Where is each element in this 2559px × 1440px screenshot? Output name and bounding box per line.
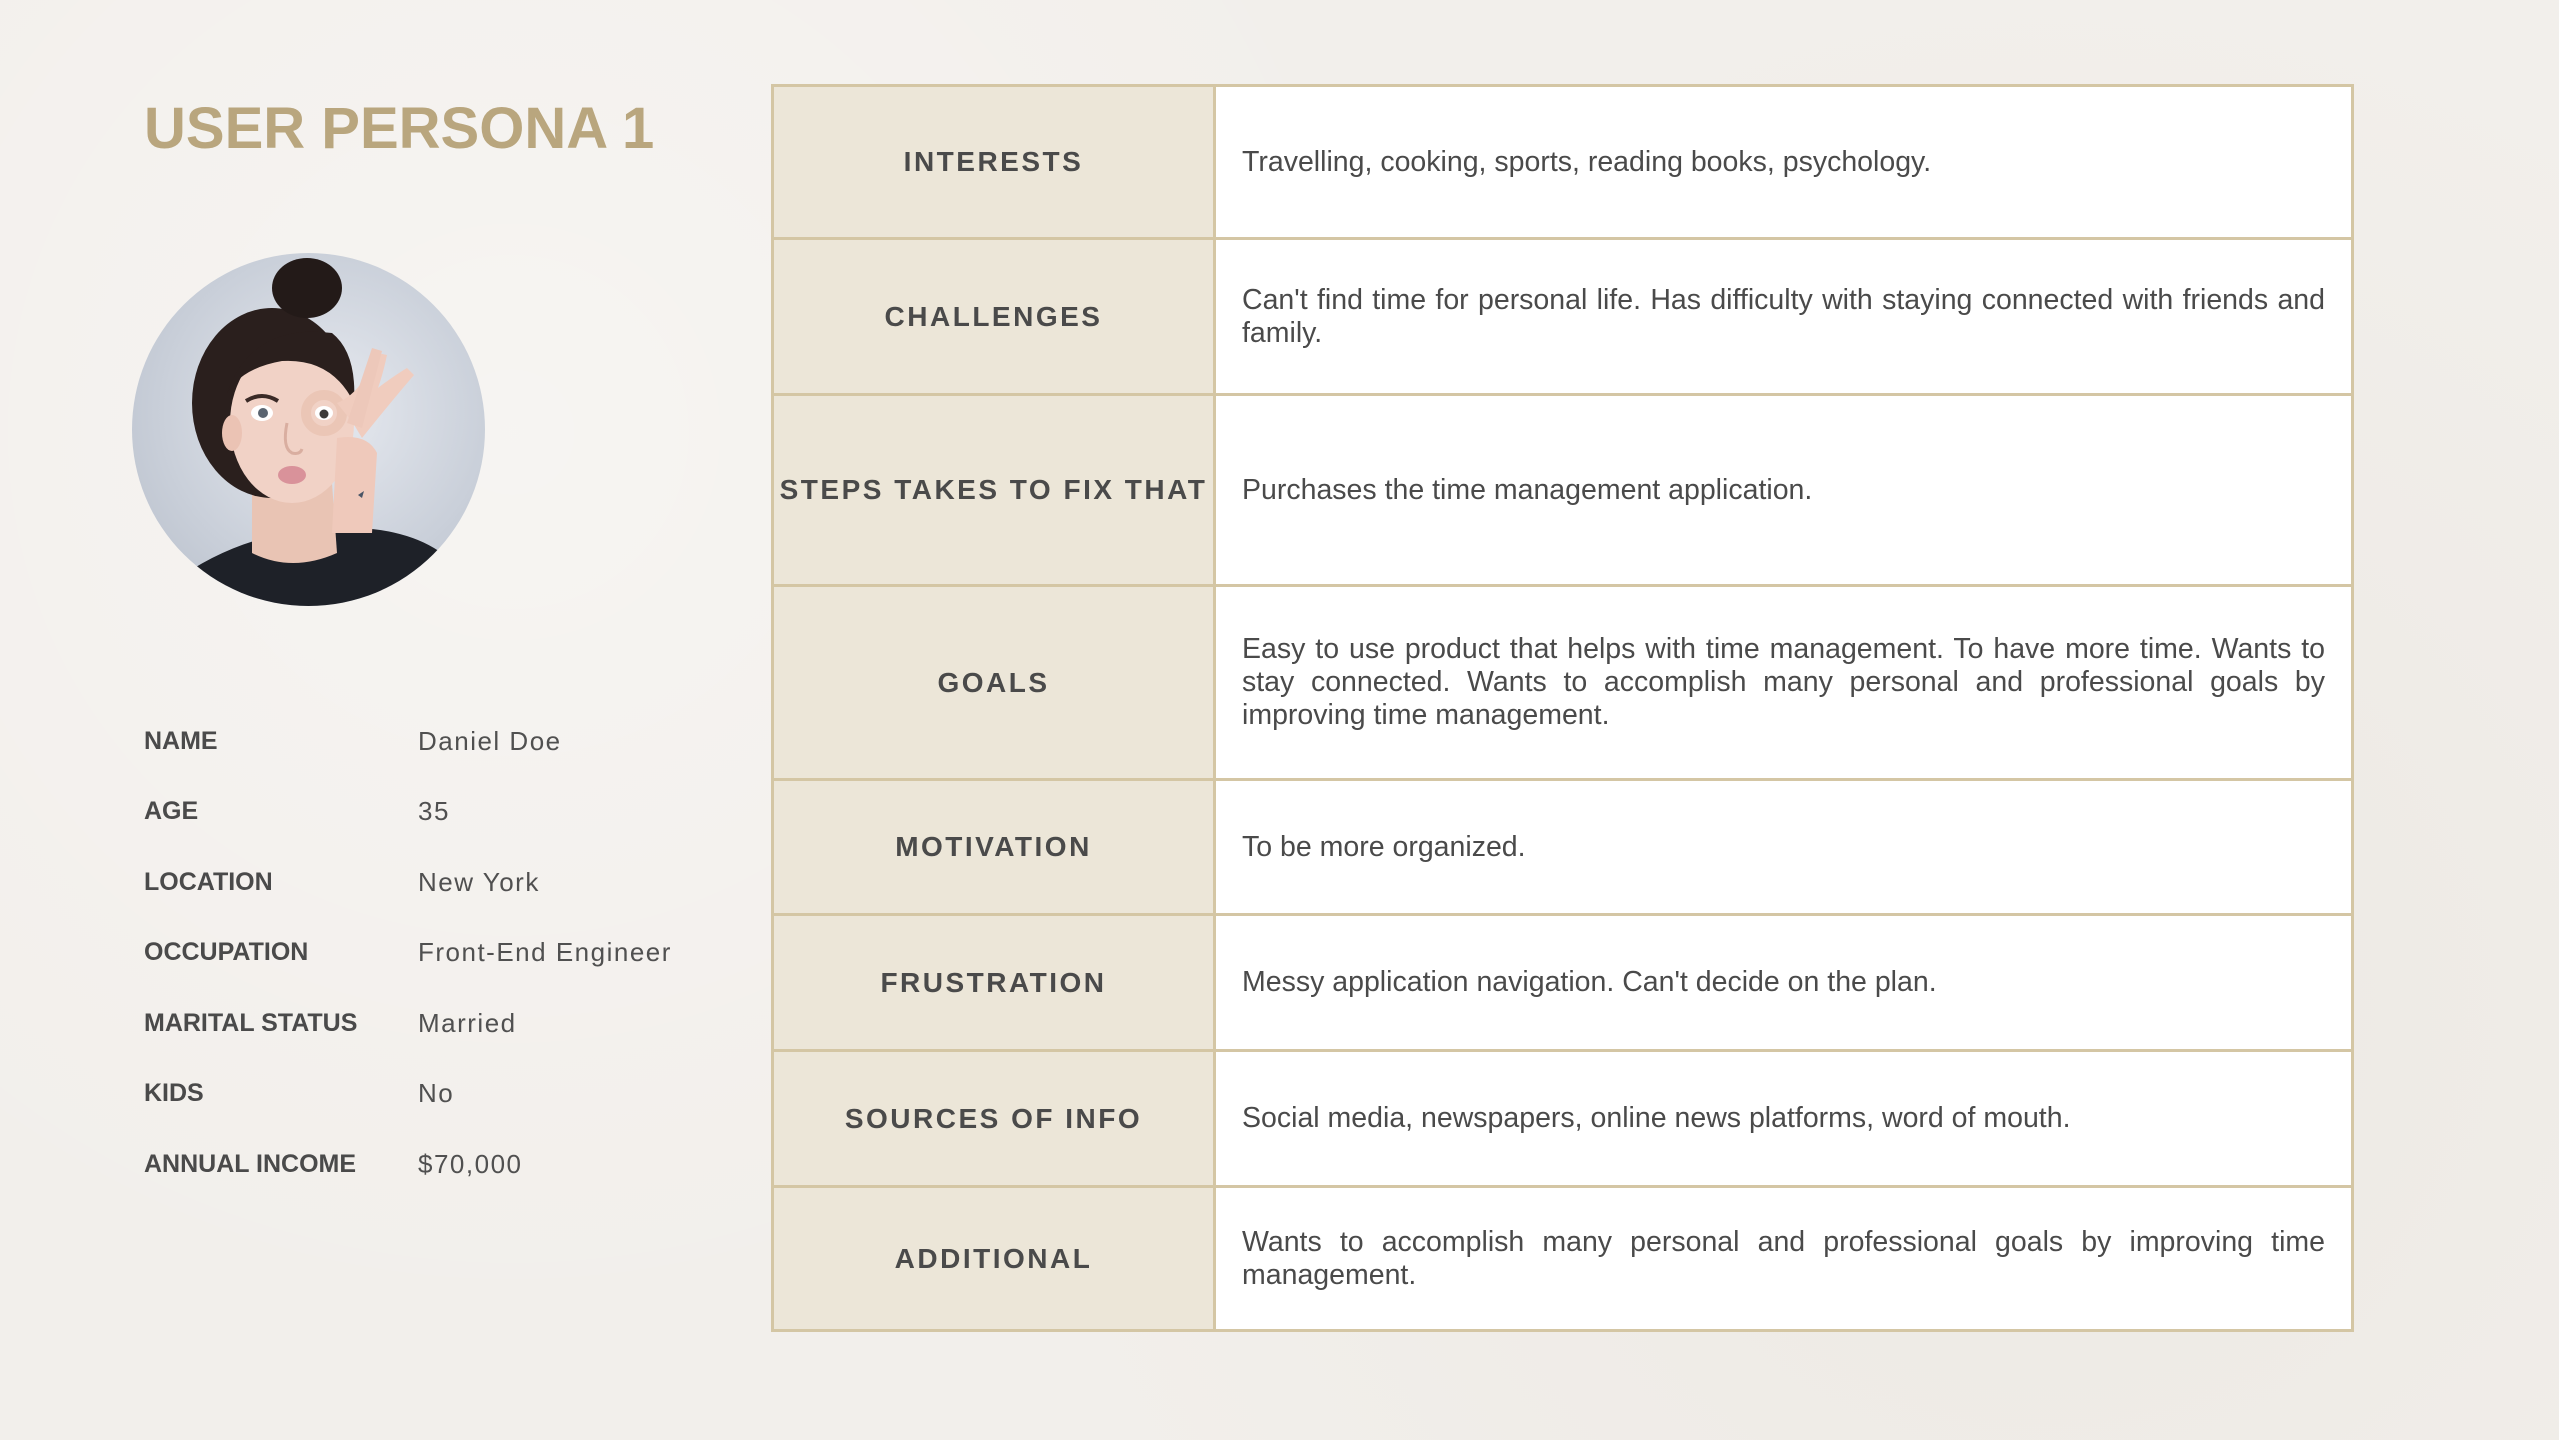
row-content bbox=[1216, 240, 2351, 393]
row-header: FRUSTRATION bbox=[774, 916, 1216, 1049]
row-header: STEPS TAKES TO FIX THAT bbox=[774, 396, 1216, 584]
profile-row-marital-status bbox=[144, 988, 672, 1059]
row-text: To be more organized. bbox=[1242, 830, 1526, 863]
row-content bbox=[1216, 87, 2351, 237]
row-text: Can't find time for personal life. Has difficulty with staying connected with friends and family. bbox=[1242, 283, 2325, 349]
avatar bbox=[132, 253, 485, 606]
table-row-steps bbox=[774, 393, 2351, 584]
row-header: INTERESTS bbox=[774, 87, 1216, 237]
row-text: Wants to accomplish many personal and professional goals by improving time management. bbox=[1242, 1225, 2325, 1291]
table-row-challenges bbox=[774, 237, 2351, 393]
profile-label: MARITAL STATUS bbox=[144, 1008, 358, 1037]
profile-row-annual-income bbox=[144, 1129, 672, 1200]
row-header: ADDITIONAL bbox=[774, 1188, 1216, 1329]
profile-value: $70,000 bbox=[418, 1148, 523, 1179]
profile-info-list bbox=[144, 706, 672, 1200]
row-content bbox=[1216, 587, 2351, 778]
row-header: CHALLENGES bbox=[774, 240, 1216, 393]
profile-label: NAME bbox=[144, 726, 218, 755]
row-header: MOTIVATION bbox=[774, 781, 1216, 913]
row-text: Purchases the time management application. bbox=[1242, 473, 1813, 506]
profile-label: OCCUPATION bbox=[144, 938, 309, 967]
row-header: SOURCES OF INFO bbox=[774, 1052, 1216, 1185]
profile-row-location bbox=[144, 847, 672, 918]
table-row-goals bbox=[774, 584, 2351, 778]
profile-row-kids bbox=[144, 1059, 672, 1130]
profile-label: ANNUAL INCOME bbox=[144, 1149, 357, 1178]
row-content bbox=[1216, 1052, 2351, 1185]
profile-value: No bbox=[418, 1078, 455, 1109]
row-content bbox=[1216, 781, 2351, 913]
table-row-motivation bbox=[774, 778, 2351, 913]
row-content bbox=[1216, 1188, 2351, 1329]
row-content bbox=[1216, 916, 2351, 1049]
profile-value: 35 bbox=[418, 796, 450, 827]
row-text: Messy application navigation. Can't decide on the plan. bbox=[1242, 966, 1937, 998]
profile-value: New York bbox=[418, 866, 540, 897]
page-title: USER PERSONA 1 bbox=[144, 96, 655, 161]
table-row-interests bbox=[774, 87, 2351, 237]
row-header: GOALS bbox=[774, 587, 1216, 778]
row-content bbox=[1216, 396, 2351, 584]
profile-label: KIDS bbox=[144, 1079, 204, 1108]
profile-value: Married bbox=[418, 1007, 517, 1038]
table-row-additional bbox=[774, 1185, 2351, 1329]
profile-row-name bbox=[144, 706, 672, 777]
persona-table bbox=[771, 84, 2354, 1332]
profile-row-age bbox=[144, 777, 672, 848]
profile-value: Daniel Doe bbox=[418, 725, 562, 756]
persona-photo-icon bbox=[132, 253, 485, 606]
profile-value: Front-End Engineer bbox=[418, 937, 672, 968]
row-text: Easy to use product that helps with time management. To have more time. Wants to stay connected. Wants to accomplish many personal and professional goals by improving time management. bbox=[1242, 633, 2325, 731]
row-text: Social media, newspapers, online news platforms, word of mouth. bbox=[1242, 1102, 2071, 1134]
table-row-sources-of-info bbox=[774, 1049, 2351, 1185]
profile-label: LOCATION bbox=[144, 867, 273, 896]
profile-row-occupation bbox=[144, 918, 672, 989]
profile-label: AGE bbox=[144, 797, 199, 826]
row-text: Travelling, cooking, sports, reading books, psychology. bbox=[1242, 145, 1932, 178]
table-row-frustration bbox=[774, 913, 2351, 1049]
